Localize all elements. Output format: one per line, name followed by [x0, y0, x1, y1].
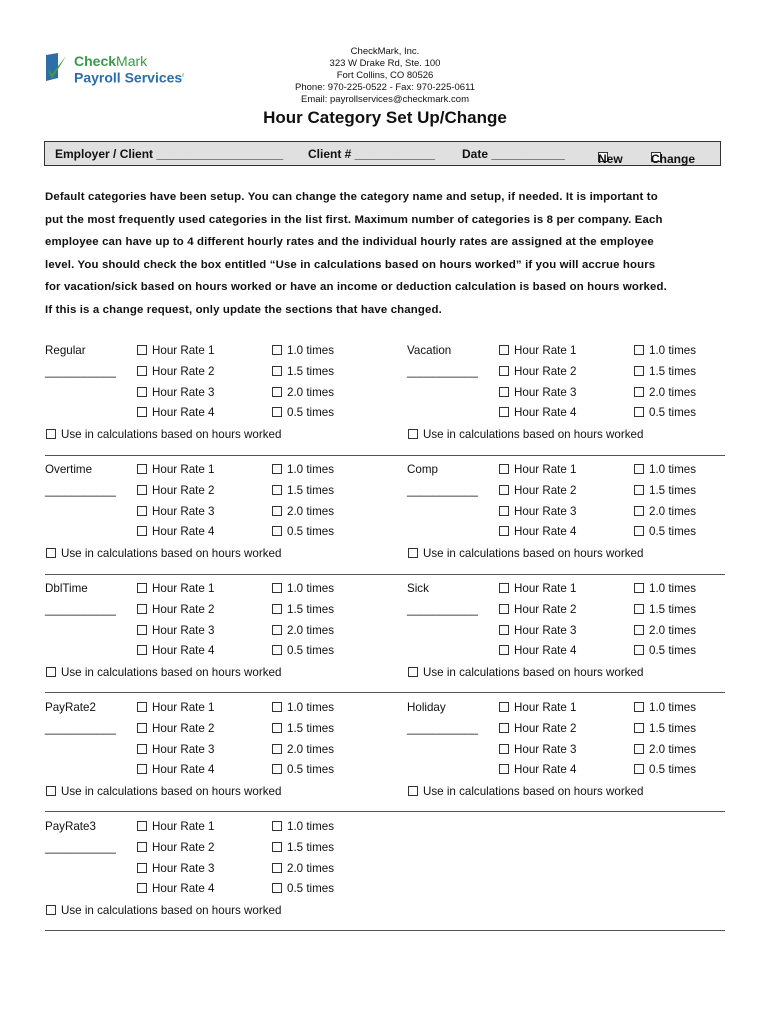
- multiplier-2-checkbox[interactable]: 1.5 times: [272, 722, 334, 735]
- checkbox-icon: [137, 645, 147, 655]
- checkbox-icon: [272, 645, 282, 655]
- checkbox-icon: [634, 723, 644, 733]
- multiplier-1-checkbox[interactable]: 1.0 times: [272, 463, 334, 476]
- category-name: DblTime: [45, 582, 88, 595]
- multiplier-4-checkbox[interactable]: 0.5 times: [272, 406, 334, 419]
- hour-rate-4-checkbox[interactable]: Hour Rate 4: [137, 406, 215, 419]
- category-rename-field[interactable]: ___________: [45, 721, 116, 735]
- hour-rate-1-checkbox[interactable]: Hour Rate 1: [499, 344, 577, 357]
- checkbox-icon: [272, 723, 282, 733]
- checkbox-icon: [499, 723, 509, 733]
- multiplier-3-checkbox[interactable]: 2.0 times: [272, 743, 334, 756]
- date-field[interactable]: Date ___________: [462, 147, 565, 161]
- instruction-line: If this is a change request, only update the sections that have changed.: [45, 303, 442, 316]
- checkbox-icon: [272, 345, 282, 355]
- category-name: PayRate2: [45, 701, 96, 714]
- checkbox-icon: [634, 407, 644, 417]
- checkbox-icon: [272, 366, 282, 376]
- multiplier-4-checkbox[interactable]: 0.5 times: [272, 763, 334, 776]
- checkbox-icon: [272, 744, 282, 754]
- multiplier-1-checkbox[interactable]: 1.0 times: [272, 344, 334, 357]
- checkbox-icon: [634, 464, 644, 474]
- hour-rate-1-checkbox[interactable]: Hour Rate 1: [499, 582, 577, 595]
- company-name: CheckMark, Inc.: [350, 46, 420, 57]
- multiplier-1-checkbox[interactable]: 1.0 times: [634, 701, 696, 714]
- section-divider: [45, 455, 725, 456]
- hour-rate-1-checkbox[interactable]: Hour Rate 1: [137, 344, 215, 357]
- checkbox-icon: [634, 387, 644, 397]
- checkbox-icon: [137, 345, 147, 355]
- checkbox-icon: [137, 485, 147, 495]
- multiplier-4-checkbox[interactable]: 0.5 times: [272, 525, 334, 538]
- checkbox-icon: [137, 744, 147, 754]
- checkbox-icon: [137, 625, 147, 635]
- checkbox-icon: [499, 407, 509, 417]
- checkbox-icon: [634, 625, 644, 635]
- category-name: Holiday: [407, 701, 446, 714]
- hour-rate-2-checkbox[interactable]: Hour Rate 2: [499, 722, 577, 735]
- multiplier-4-checkbox[interactable]: 0.5 times: [634, 525, 696, 538]
- checkbox-icon: [634, 526, 644, 536]
- hour-rate-1-checkbox[interactable]: Hour Rate 1: [137, 463, 215, 476]
- multiplier-1-checkbox[interactable]: 1.0 times: [634, 463, 696, 476]
- checkbox-icon: [272, 883, 282, 893]
- checkbox-icon: [137, 764, 147, 774]
- checkbox-icon: [137, 842, 147, 852]
- multiplier-2-checkbox[interactable]: 1.5 times: [634, 722, 696, 735]
- hour-rate-2-checkbox[interactable]: Hour Rate 2: [499, 603, 577, 616]
- multiplier-1-checkbox[interactable]: 1.0 times: [634, 344, 696, 357]
- checkbox-icon: [137, 366, 147, 376]
- checkbox-icon: [272, 863, 282, 873]
- category-name: Overtime: [45, 463, 93, 476]
- category-rename-field[interactable]: ___________: [407, 602, 478, 616]
- checkbox-icon: [634, 366, 644, 376]
- company-email: Email: payrollservices@checkmark.com: [300, 94, 470, 105]
- checkbox-icon: [408, 548, 418, 558]
- hour-rate-3-checkbox[interactable]: Hour Rate 3: [499, 386, 577, 399]
- category-name: Sick: [407, 582, 429, 595]
- checkbox-icon: [634, 485, 644, 495]
- hour-rate-4-checkbox[interactable]: Hour Rate 4: [499, 763, 577, 776]
- logo-wordmark: CheckMark Payroll Services$^r$: [74, 53, 185, 86]
- checkbox-icon: [272, 821, 282, 831]
- hour-rate-2-checkbox[interactable]: Hour Rate 2: [499, 365, 577, 378]
- checkbox-icon: [499, 744, 509, 754]
- multiplier-2-checkbox[interactable]: 1.5 times: [634, 365, 696, 378]
- multiplier-4-checkbox[interactable]: 0.5 times: [634, 406, 696, 419]
- checkbox-icon: [46, 667, 56, 677]
- section-divider: [45, 574, 725, 575]
- multiplier-3-checkbox[interactable]: 2.0 times: [634, 505, 696, 518]
- checkbox-icon: [272, 842, 282, 852]
- hour-rate-3-checkbox[interactable]: Hour Rate 3: [499, 743, 577, 756]
- checkbox-icon: [137, 723, 147, 733]
- multiplier-1-checkbox[interactable]: 1.0 times: [272, 701, 334, 714]
- checkbox-icon: [499, 583, 509, 593]
- checkbox-icon: [408, 429, 418, 439]
- checkbox-icon: [634, 702, 644, 712]
- multiplier-3-checkbox[interactable]: 2.0 times: [634, 624, 696, 637]
- multiplier-4-checkbox[interactable]: 0.5 times: [634, 763, 696, 776]
- multiplier-3-checkbox[interactable]: 2.0 times: [272, 386, 334, 399]
- info-bar: Employer / Client ___________________ Client # ____________ Date ___________ New Change: [44, 141, 721, 166]
- checkbox-icon: [634, 744, 644, 754]
- hour-rate-1-checkbox[interactable]: Hour Rate 1: [499, 463, 577, 476]
- checkbox-icon: [137, 387, 147, 397]
- checkbox-icon: [634, 506, 644, 516]
- checkbox-icon: [499, 366, 509, 376]
- category-rename-field[interactable]: ___________: [407, 483, 478, 497]
- multiplier-3-checkbox[interactable]: 2.0 times: [272, 505, 334, 518]
- checkbox-icon: [634, 583, 644, 593]
- use-in-calculations-checkbox[interactable]: Use in calculations based on hours worked: [408, 785, 643, 798]
- checkbox-icon: [272, 407, 282, 417]
- checkbox-icon: [499, 506, 509, 516]
- checkbox-icon: [272, 604, 282, 614]
- multiplier-2-checkbox[interactable]: 1.5 times: [634, 603, 696, 616]
- use-in-calculations-checkbox[interactable]: Use in calculations based on hours worked: [408, 428, 643, 441]
- hour-rate-4-checkbox[interactable]: Hour Rate 4: [137, 644, 215, 657]
- hour-rate-1-checkbox[interactable]: Hour Rate 1: [137, 701, 215, 714]
- section-divider: [45, 811, 725, 812]
- checkbox-icon: [137, 583, 147, 593]
- multiplier-2-checkbox[interactable]: 1.5 times: [272, 841, 334, 854]
- hour-rate-1-checkbox[interactable]: Hour Rate 1: [137, 820, 215, 833]
- category-name: Vacation: [407, 344, 452, 357]
- checkbox-icon: [272, 583, 282, 593]
- instruction-line: Default categories have been setup. You can change the category name and setup, if needed. It is important to: [45, 191, 658, 203]
- client-number-field[interactable]: Client # ____________: [308, 147, 435, 161]
- checkbox-icon: [137, 821, 147, 831]
- hour-rate-4-checkbox[interactable]: Hour Rate 4: [137, 882, 215, 895]
- multiplier-3-checkbox[interactable]: 2.0 times: [634, 743, 696, 756]
- checkbox-icon: [499, 387, 509, 397]
- category-name: PayRate3: [45, 820, 96, 833]
- checkbox-icon: [46, 429, 56, 439]
- instructions: [45, 186, 725, 321]
- checkbox-icon: [634, 345, 644, 355]
- checkbox-icon: [272, 464, 282, 474]
- hour-rate-4-checkbox[interactable]: Hour Rate 4: [499, 525, 577, 538]
- checkbox-icon: [634, 645, 644, 655]
- multiplier-3-checkbox[interactable]: 2.0 times: [272, 624, 334, 637]
- checkbox-icon: [634, 604, 644, 614]
- multiplier-1-checkbox[interactable]: 1.0 times: [272, 820, 334, 833]
- use-in-calculations-checkbox[interactable]: Use in calculations based on hours worked: [46, 428, 281, 441]
- instruction-line: level. You should check the box entitled “Use in calculations based on hours worked” if you will accrue hours: [45, 258, 656, 271]
- company-street: 323 W Drake Rd, Ste. 100: [329, 58, 441, 69]
- checkbox-icon: [137, 883, 147, 893]
- checkbox-icon: [272, 387, 282, 397]
- checkbox-icon: [499, 764, 509, 774]
- multiplier-2-checkbox[interactable]: 1.5 times: [272, 365, 334, 378]
- checkbox-icon: [272, 485, 282, 495]
- company-address: [0, 46, 770, 106]
- checkbox-icon: [499, 345, 509, 355]
- category-rename-field[interactable]: ___________: [45, 483, 116, 497]
- hour-rate-3-checkbox[interactable]: Hour Rate 3: [499, 505, 577, 518]
- hour-rate-4-checkbox[interactable]: Hour Rate 4: [137, 763, 215, 776]
- checkbox-icon: [46, 786, 56, 796]
- category-rename-field[interactable]: ___________: [45, 364, 116, 378]
- checkbox-icon: [499, 464, 509, 474]
- checkbox-icon: [137, 863, 147, 873]
- multiplier-3-checkbox[interactable]: 2.0 times: [272, 862, 334, 875]
- hour-rate-3-checkbox[interactable]: Hour Rate 3: [137, 386, 215, 399]
- multiplier-1-checkbox[interactable]: 1.0 times: [634, 582, 696, 595]
- multiplier-2-checkbox[interactable]: 1.5 times: [272, 484, 334, 497]
- category-rename-field[interactable]: ___________: [45, 602, 116, 616]
- use-in-calculations-checkbox[interactable]: Use in calculations based on hours worked: [46, 785, 281, 798]
- checkbox-icon: [137, 526, 147, 536]
- multiplier-2-checkbox[interactable]: 1.5 times: [272, 603, 334, 616]
- checkbox-icon: [272, 506, 282, 516]
- checkbox-icon: [137, 702, 147, 712]
- use-in-calculations-checkbox[interactable]: Use in calculations based on hours worked: [46, 666, 281, 679]
- hour-rate-3-checkbox[interactable]: Hour Rate 3: [137, 505, 215, 518]
- multiplier-4-checkbox[interactable]: 0.5 times: [634, 644, 696, 657]
- checkbox-icon: [408, 667, 418, 677]
- checkbox-icon: [272, 625, 282, 635]
- hour-rate-2-checkbox[interactable]: Hour Rate 2: [137, 603, 215, 616]
- section-divider: [45, 930, 725, 931]
- hour-rate-2-checkbox[interactable]: Hour Rate 2: [137, 841, 215, 854]
- hour-rate-4-checkbox[interactable]: Hour Rate 4: [499, 406, 577, 419]
- hour-rate-2-checkbox[interactable]: Hour Rate 2: [137, 365, 215, 378]
- checkbox-icon: [499, 526, 509, 536]
- category-rename-field[interactable]: ___________: [45, 840, 116, 854]
- multiplier-2-checkbox[interactable]: 1.5 times: [634, 484, 696, 497]
- hour-rate-2-checkbox[interactable]: Hour Rate 2: [499, 484, 577, 497]
- category-rename-field[interactable]: ___________: [407, 721, 478, 735]
- checkbox-icon: [499, 485, 509, 495]
- multiplier-3-checkbox[interactable]: 2.0 times: [634, 386, 696, 399]
- checkbox-icon: [499, 645, 509, 655]
- category-rename-field[interactable]: ___________: [407, 364, 478, 378]
- checkbox-icon: [46, 548, 56, 558]
- company-phone: Phone: 970-225-0522 - Fax: 970-225-0611: [295, 82, 475, 93]
- hour-rate-2-checkbox[interactable]: Hour Rate 2: [137, 484, 215, 497]
- instruction-line: for vacation/sick based on hours worked or have an income or deduction calculation is based on hours worked.: [45, 281, 667, 293]
- use-in-calculations-checkbox[interactable]: Use in calculations based on hours worked: [408, 666, 643, 679]
- registered-mark: r: [182, 73, 185, 79]
- checkbox-icon: [137, 506, 147, 516]
- checkbox-icon: [272, 764, 282, 774]
- employer-field[interactable]: Employer / Client ___________________: [55, 147, 284, 161]
- checkbox-icon: [499, 702, 509, 712]
- page-title: Hour Category Set Up/Change: [263, 108, 507, 127]
- checkbox-icon: [634, 764, 644, 774]
- instruction-line: employee can have up to 4 different hourly rates and the individual hourly rates are assigned at the employee: [45, 236, 654, 248]
- use-in-calculations-checkbox[interactable]: Use in calculations based on hours worked: [46, 904, 281, 917]
- hour-rate-3-checkbox[interactable]: Hour Rate 3: [137, 624, 215, 637]
- hour-rate-4-checkbox[interactable]: Hour Rate 4: [499, 644, 577, 657]
- checkbox-icon: [46, 905, 56, 915]
- multiplier-1-checkbox[interactable]: 1.0 times: [272, 582, 334, 595]
- category-name: Comp: [407, 463, 438, 476]
- hour-rate-3-checkbox[interactable]: Hour Rate 3: [137, 862, 215, 875]
- multiplier-4-checkbox[interactable]: 0.5 times: [272, 644, 334, 657]
- hour-rate-3-checkbox[interactable]: Hour Rate 3: [137, 743, 215, 756]
- hour-rate-2-checkbox[interactable]: Hour Rate 2: [137, 722, 215, 735]
- use-in-calculations-checkbox[interactable]: Use in calculations based on hours worked: [46, 547, 281, 560]
- checkbox-icon: [137, 407, 147, 417]
- multiplier-4-checkbox[interactable]: 0.5 times: [272, 882, 334, 895]
- checkbox-icon: [499, 625, 509, 635]
- checkbox-icon: [272, 526, 282, 536]
- checkbox-icon: [137, 464, 147, 474]
- checkbox-icon: [137, 604, 147, 614]
- checkbox-icon: [499, 604, 509, 614]
- instruction-line: put the most frequently used categories in the list first. Maximum number of categories is 8 per company. Each: [45, 213, 663, 226]
- hour-rate-3-checkbox[interactable]: Hour Rate 3: [499, 624, 577, 637]
- company-city: Fort Collins, CO 80526: [336, 70, 434, 81]
- section-divider: [45, 692, 725, 693]
- checkbox-icon: [272, 702, 282, 712]
- checkbox-icon: [408, 786, 418, 796]
- category-name: Regular: [45, 344, 86, 357]
- hour-rate-1-checkbox[interactable]: Hour Rate 1: [499, 701, 577, 714]
- hour-rate-1-checkbox[interactable]: Hour Rate 1: [137, 582, 215, 595]
- use-in-calculations-checkbox[interactable]: Use in calculations based on hours worked: [408, 547, 643, 560]
- hour-rate-4-checkbox[interactable]: Hour Rate 4: [137, 525, 215, 538]
